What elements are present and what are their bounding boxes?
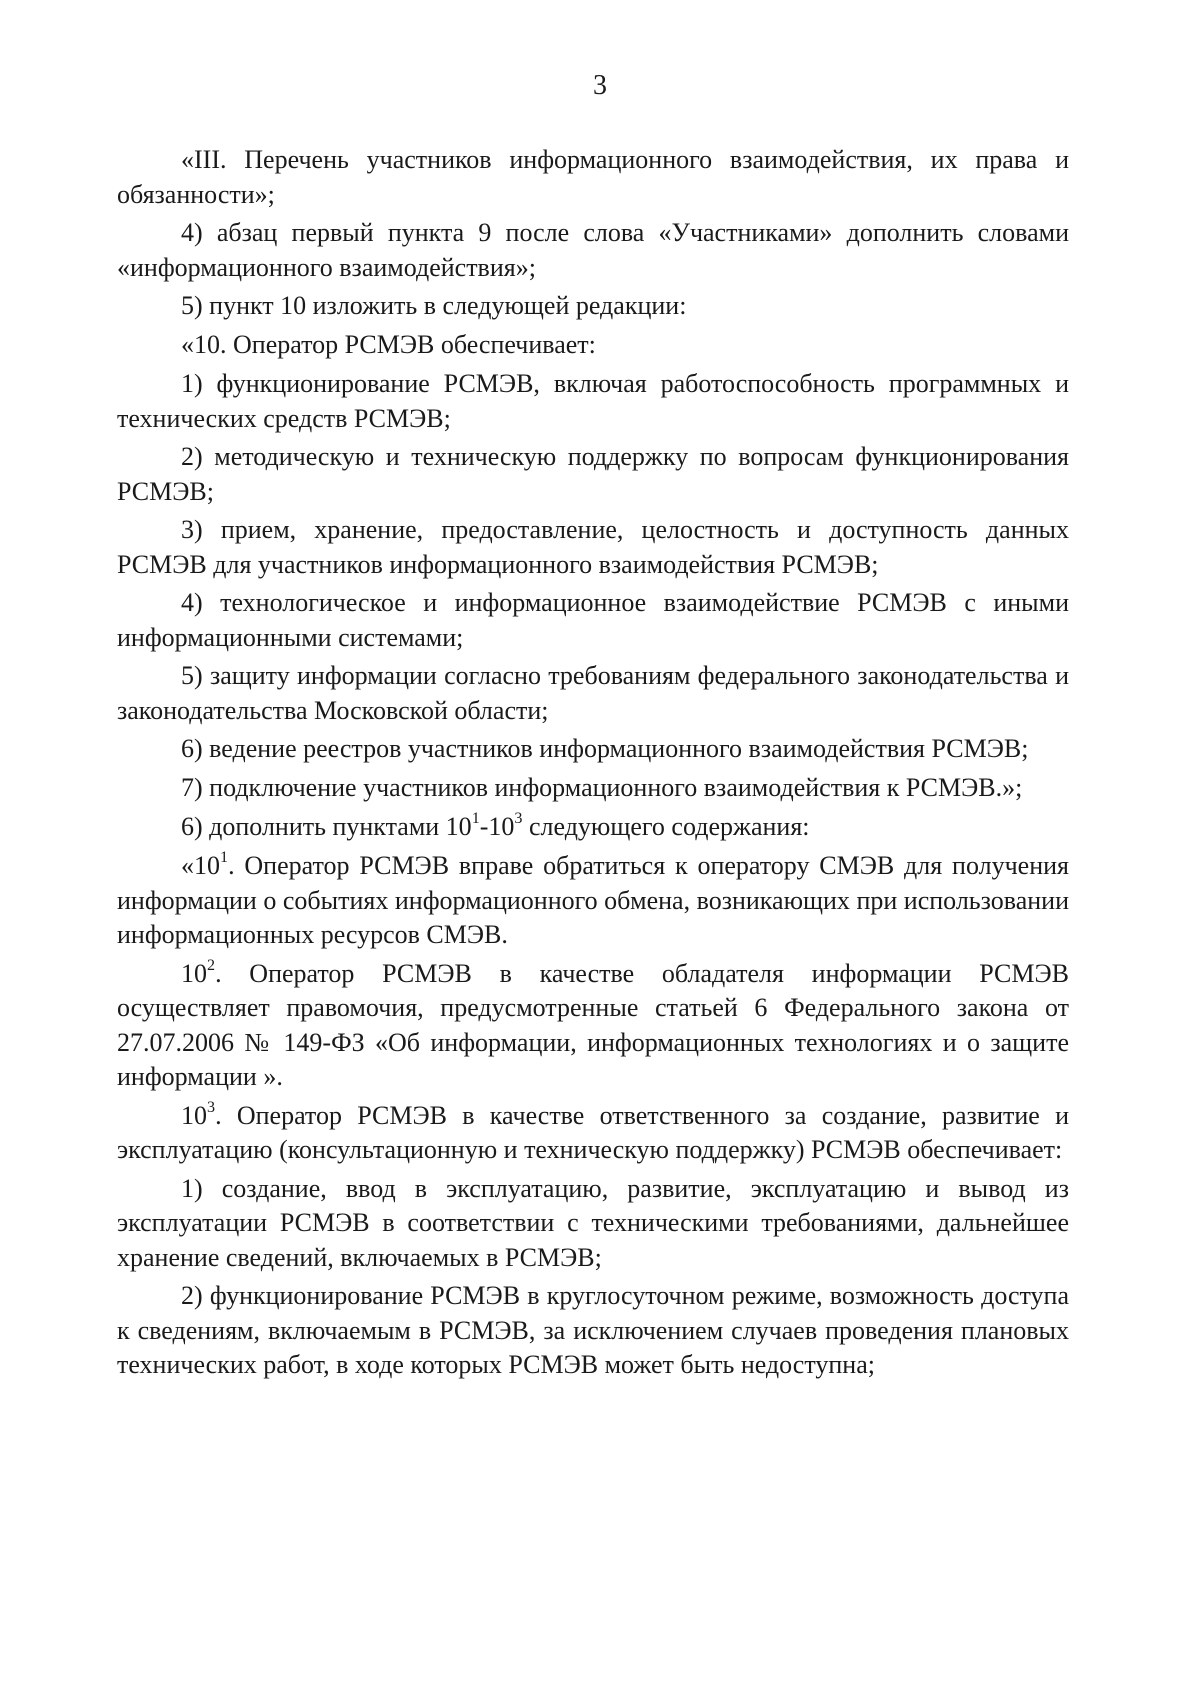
paragraph-point-10-sub-2: 2) методическую и техническую поддержку по вопросам функционирования РСМЭВ; <box>117 442 1069 506</box>
paragraph-point-10-sub-6: 6) ведение реестров участников информационного взаимодействия РСМЭВ; <box>181 734 1029 763</box>
superscript: 3 <box>514 809 523 827</box>
paragraph-point-10: «10. Оператор РСМЭВ обеспечивает: <box>181 330 596 359</box>
paragraph-item-6 <box>117 810 1069 845</box>
paragraph-point-10-sub-1: 1) функционирование РСМЭВ, включая работоспособность программных и технических средств РСМЭВ; <box>117 369 1069 433</box>
paragraph-point-10-sub-4: 4) технологическое и информационное взаимодействие РСМЭВ с иными информационными системами; <box>117 588 1069 652</box>
text-run: следующего содержания: <box>522 812 810 841</box>
text-run: . Оператор РСМЭВ вправе обратиться к оператору СМЭВ для получения информации о событиях информационного обмена, возникающих при использовании информационных ресурсов СМЭВ. <box>117 851 1069 949</box>
paragraph-point-10-1 <box>117 849 1069 953</box>
text-run: -10 <box>479 812 515 841</box>
paragraph-item-5: 5) пункт 10 изложить в следующей редакции: <box>181 291 687 320</box>
paragraph-item-4: 4) абзац первый пункта 9 после слова «Участниками» дополнить словами «информационного взаимодействия»; <box>117 218 1069 282</box>
superscript: 1 <box>220 848 229 866</box>
document-body <box>117 143 1069 1383</box>
superscript: 3 <box>207 1098 216 1116</box>
text-run: «10 <box>181 851 220 880</box>
superscript: 2 <box>207 956 216 974</box>
paragraph-point-10-sub-7: 7) подключение участников информационного взаимодействия к РСМЭВ.»; <box>181 773 1023 802</box>
paragraph-point-10-3-sub-2: 2) функционирование РСМЭВ в круглосуточном режиме, возможность доступа к сведениям, включаемым в РСМЭВ, за исключением случаев проведения плановых технических работ, в ходе которых РСМЭВ может быть недоступна; <box>117 1281 1069 1379</box>
paragraph-point-10-3 <box>117 1099 1069 1168</box>
paragraph-point-10-2 <box>117 957 1069 1095</box>
text-run: . Оператор РСМЭВ в качестве обладателя информации РСМЭВ осуществляет правомочия, предусмотренные статьей 6 Федерального закона от 27.07.2006 № 149-ФЗ «Об информации, информационных технологиях и о защите информации ». <box>117 958 1069 1091</box>
text-run: . Оператор РСМЭВ в качестве ответственного за создание, развитие и эксплуатацию (консультационную и техническую поддержку) РСМЭВ обеспечивает: <box>117 1100 1069 1164</box>
text-run: 6) дополнить пунктами 10 <box>181 812 472 841</box>
paragraph-point-10-3-sub-1: 1) создание, ввод в эксплуатацию, развитие, эксплуатацию и вывод из эксплуатации РСМЭВ в соответствии с техническими требованиями, дальнейшее хранение сведений, включаемых в РСМЭВ; <box>117 1173 1069 1272</box>
text-run: 10 <box>181 1100 207 1130</box>
paragraph-point-10-sub-5: 5) защиту информации согласно требованиям федерального законодательства и законодательства Московской области; <box>117 661 1069 725</box>
paragraph-point-10-sub-3: 3) прием, хранение, предоставление, целостность и доступность данных РСМЭВ для участников информационного взаимодействия РСМЭВ; <box>117 515 1069 579</box>
superscript: 1 <box>471 809 480 827</box>
page-number: 3 <box>593 70 607 101</box>
text-run: 10 <box>181 958 207 988</box>
paragraph-section-title: «III. Перечень участников информационного взаимодействия, их права и обязанности»; <box>117 145 1069 209</box>
